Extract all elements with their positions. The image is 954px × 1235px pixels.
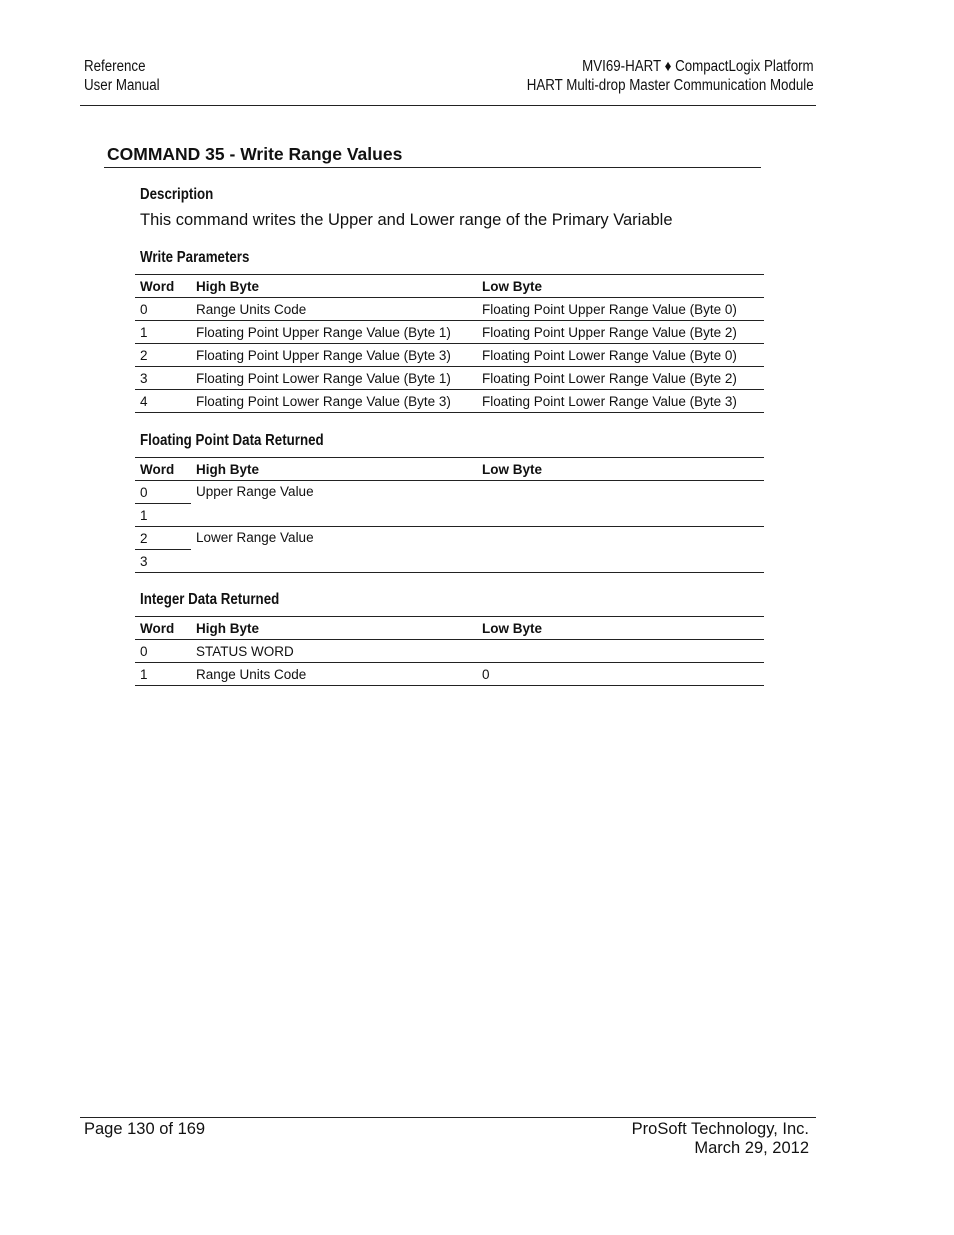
table-header-row bbox=[135, 275, 764, 298]
cell-low-byte: Floating Point Upper Range Value (Byte 0) bbox=[477, 298, 764, 321]
column-header-low-byte: Low Byte bbox=[477, 458, 764, 481]
section-title-divider bbox=[104, 167, 761, 168]
cell-high-byte: Floating Point Upper Range Value (Byte 1) bbox=[191, 321, 477, 344]
description-text: This command writes the Upper and Lower range of the Primary Variable bbox=[140, 211, 673, 229]
cell-low-byte: 0 bbox=[477, 663, 764, 686]
footer-page-number: Page 130 of 169 bbox=[84, 1120, 206, 1138]
float-returned-table bbox=[135, 457, 764, 573]
cell-word: 0 bbox=[135, 298, 191, 321]
table-row bbox=[135, 367, 764, 390]
float-returned-heading: Floating Point Data Returned bbox=[140, 432, 324, 449]
footer-company: ProSoft Technology, Inc. bbox=[631, 1120, 809, 1138]
cell-low-byte: Floating Point Lower Range Value (Byte 0) bbox=[477, 344, 764, 367]
integer-returned-table bbox=[135, 616, 764, 686]
cell-word: 0 bbox=[135, 481, 191, 504]
cell-word: 0 bbox=[135, 640, 191, 663]
cell-low-byte: Floating Point Lower Range Value (Byte 3) bbox=[477, 390, 764, 413]
header-right bbox=[480, 57, 814, 95]
cell-high-byte: STATUS WORD bbox=[191, 640, 477, 663]
header-module: HART Multi-drop Master Communication Module bbox=[527, 77, 814, 94]
cell-low-byte bbox=[477, 640, 764, 663]
table-row bbox=[135, 321, 764, 344]
column-header-high-byte: High Byte bbox=[191, 275, 477, 298]
table-row bbox=[135, 344, 764, 367]
cell-word: 4 bbox=[135, 390, 191, 413]
column-header-low-byte: Low Byte bbox=[477, 617, 764, 640]
description-heading: Description bbox=[140, 186, 214, 203]
write-parameters-heading: Write Parameters bbox=[140, 249, 250, 266]
footer-date: March 29, 2012 bbox=[694, 1139, 809, 1157]
cell-low-byte: Floating Point Upper Range Value (Byte 2) bbox=[477, 321, 764, 344]
table-header-row bbox=[135, 617, 764, 640]
cell-high-byte: Range Units Code bbox=[191, 663, 477, 686]
header-left bbox=[84, 57, 172, 95]
write-parameters-table bbox=[135, 274, 764, 413]
footer-right bbox=[632, 1120, 809, 1158]
footer-divider bbox=[80, 1117, 816, 1118]
table-row bbox=[135, 527, 764, 550]
cell-high-byte: Floating Point Upper Range Value (Byte 3) bbox=[191, 344, 477, 367]
header-doc-type: User Manual bbox=[84, 77, 160, 94]
cell-high-byte: Floating Point Lower Range Value (Byte 1) bbox=[191, 367, 477, 390]
table-row bbox=[135, 481, 764, 504]
column-header-word: Word bbox=[135, 275, 191, 298]
cell-high-byte: Floating Point Lower Range Value (Byte 3) bbox=[191, 390, 477, 413]
header-product: MVI69-HART ♦ CompactLogix Platform bbox=[582, 58, 814, 75]
cell-word: 3 bbox=[135, 367, 191, 390]
cell-lower-range-value: Lower Range Value bbox=[191, 527, 764, 573]
column-header-high-byte: High Byte bbox=[191, 617, 477, 640]
table-row bbox=[135, 663, 764, 686]
cell-word: 2 bbox=[135, 344, 191, 367]
table-row bbox=[135, 390, 764, 413]
cell-word: 1 bbox=[135, 504, 191, 527]
cell-word: 2 bbox=[135, 527, 191, 550]
cell-word: 1 bbox=[135, 321, 191, 344]
table-row bbox=[135, 640, 764, 663]
section-title: COMMAND 35 - Write Range Values bbox=[107, 144, 403, 164]
integer-returned-heading: Integer Data Returned bbox=[140, 591, 280, 608]
cell-high-byte: Range Units Code bbox=[191, 298, 477, 321]
column-header-word: Word bbox=[135, 458, 191, 481]
cell-upper-range-value: Upper Range Value bbox=[191, 481, 764, 527]
cell-word: 1 bbox=[135, 663, 191, 686]
header-divider bbox=[80, 105, 816, 106]
table-header-row bbox=[135, 458, 764, 481]
cell-word: 3 bbox=[135, 550, 191, 573]
column-header-high-byte: High Byte bbox=[191, 458, 477, 481]
table-row bbox=[135, 298, 764, 321]
column-header-word: Word bbox=[135, 617, 191, 640]
header-chapter: Reference bbox=[84, 58, 146, 75]
cell-low-byte: Floating Point Lower Range Value (Byte 2) bbox=[477, 367, 764, 390]
column-header-low-byte: Low Byte bbox=[477, 275, 764, 298]
